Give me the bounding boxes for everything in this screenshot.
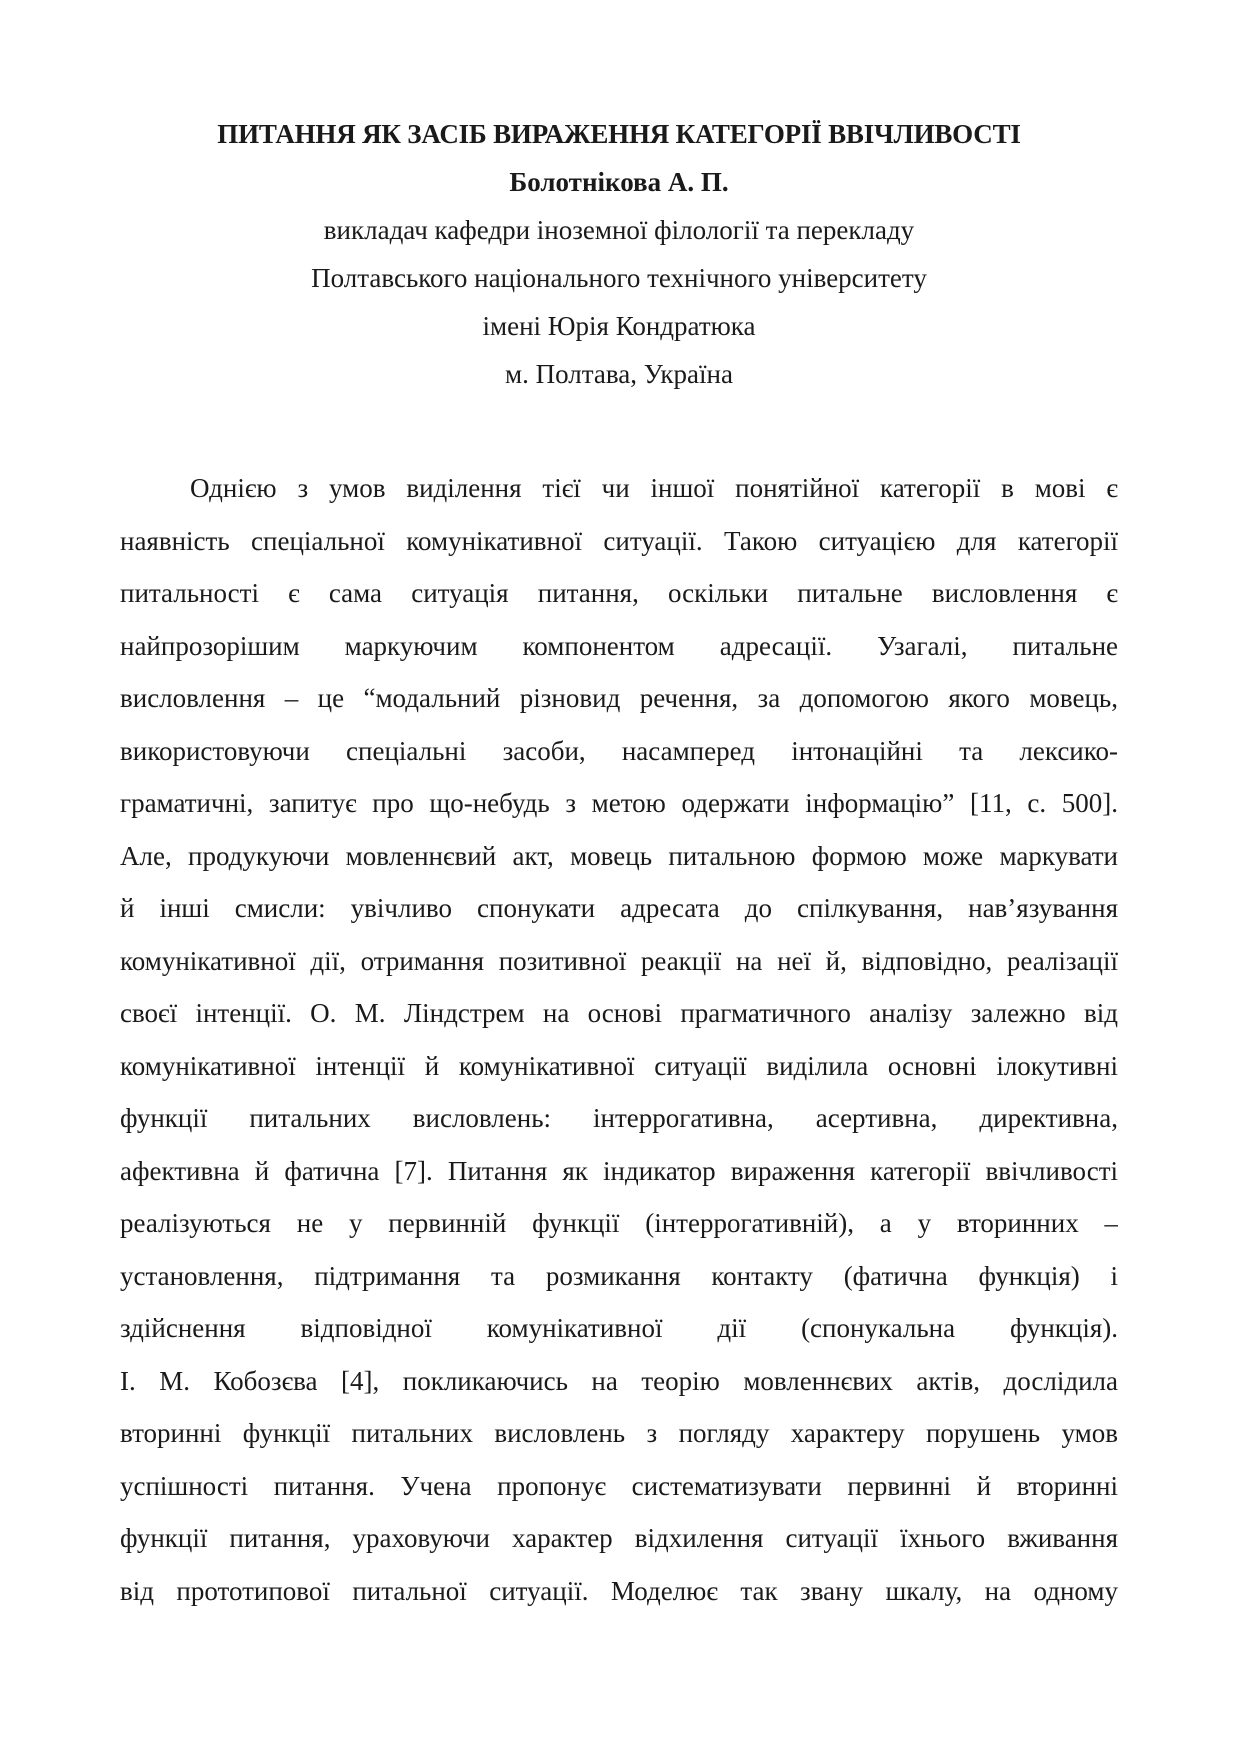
author-position: викладач кафедри іноземної філології та перекладу	[323, 215, 915, 245]
article-header	[120, 110, 1118, 398]
article-paragraph	[120, 470, 1118, 1625]
text-line: функції питання, ураховуючи характер відхилення ситуації їхнього вживання	[120, 1523, 1118, 1553]
text-line: наявність спеціальної комунікативної ситуації. Такою ситуацією для категорії	[120, 525, 1118, 556]
text-line: висловлення – це “модальний різновид речення, за допомогою якого мовець,	[120, 683, 1118, 713]
text-line: Але, продукуючи мовленнєвий акт, мовець питальною формою може маркувати	[120, 840, 1118, 871]
text-line: реалізуються не у первинній функції (інтеррогативній), а у вторинних –	[120, 1208, 1118, 1238]
text-line: комунікативної інтенції й комунікативної ситуації виділила основні ілокутивні	[120, 1050, 1118, 1081]
text-line: Однією з умов виділення тієї чи іншої понятійної категорії в мові є	[190, 473, 1118, 503]
article-title: ПИТАННЯ ЯК ЗАСІБ ВИРАЖЕННЯ КАТЕГОРІЇ ВВІЧЛИВОСТІ	[217, 119, 1021, 149]
text-line: І. М. Кобозєва [4], покликаючись на теорію мовленнєвих актів, дослідила	[120, 1365, 1118, 1396]
text-line: від прототипової питальної ситуації. Моделює так звану шкалу, на одному	[120, 1575, 1118, 1606]
text-line: найпрозорішим маркуючим компонентом адресації. Узагалі, питальне	[120, 630, 1118, 661]
author-university: Полтавського національного технічного університету	[311, 263, 927, 293]
text-line: комунікативної дії, отримання позитивної реакції на неї й, відповідно, реалізації	[120, 945, 1118, 976]
text-line: й інші смисли: увічливо спонукати адресата до спілкування, нав’язування	[120, 893, 1118, 923]
text-line: використовуючи спеціальні засоби, насамперед інтонаційні та лексико-	[120, 735, 1118, 766]
text-line: афективна й фатична [7]. Питання як індикатор вираження категорії ввічливості	[120, 1155, 1118, 1186]
author-university-name: імені Юрія Кондратюка	[482, 311, 756, 341]
text-line: установлення, підтримання та розмикання контакту (фатична функція) і	[120, 1260, 1118, 1291]
text-line: успішності питання. Учена пропонує систематизувати первинні й вторинні	[120, 1470, 1118, 1501]
text-line: функції питальних висловлень: інтеррогативна, асертивна, директивна,	[120, 1103, 1118, 1133]
text-line: питальності є сама ситуація питання, оскільки питальне висловлення є	[120, 578, 1118, 608]
text-line: своєї інтенції. О. М. Ліндстрем на основі прагматичного аналізу залежно від	[120, 998, 1118, 1028]
author-city: м. Полтава, Україна	[505, 359, 733, 389]
document-page	[120, 0, 1118, 1754]
author-name: Болотнікова А. П.	[509, 167, 729, 197]
text-line: вторинні функції питальних висловлень з погляду характеру порушень умов	[120, 1418, 1118, 1448]
text-line: граматичні, запитує про що-небудь з метою одержати інформацію” [11, с. 500].	[120, 788, 1118, 818]
text-line: здійснення відповідної комунікативної дії (спонукальна функція).	[120, 1313, 1118, 1343]
